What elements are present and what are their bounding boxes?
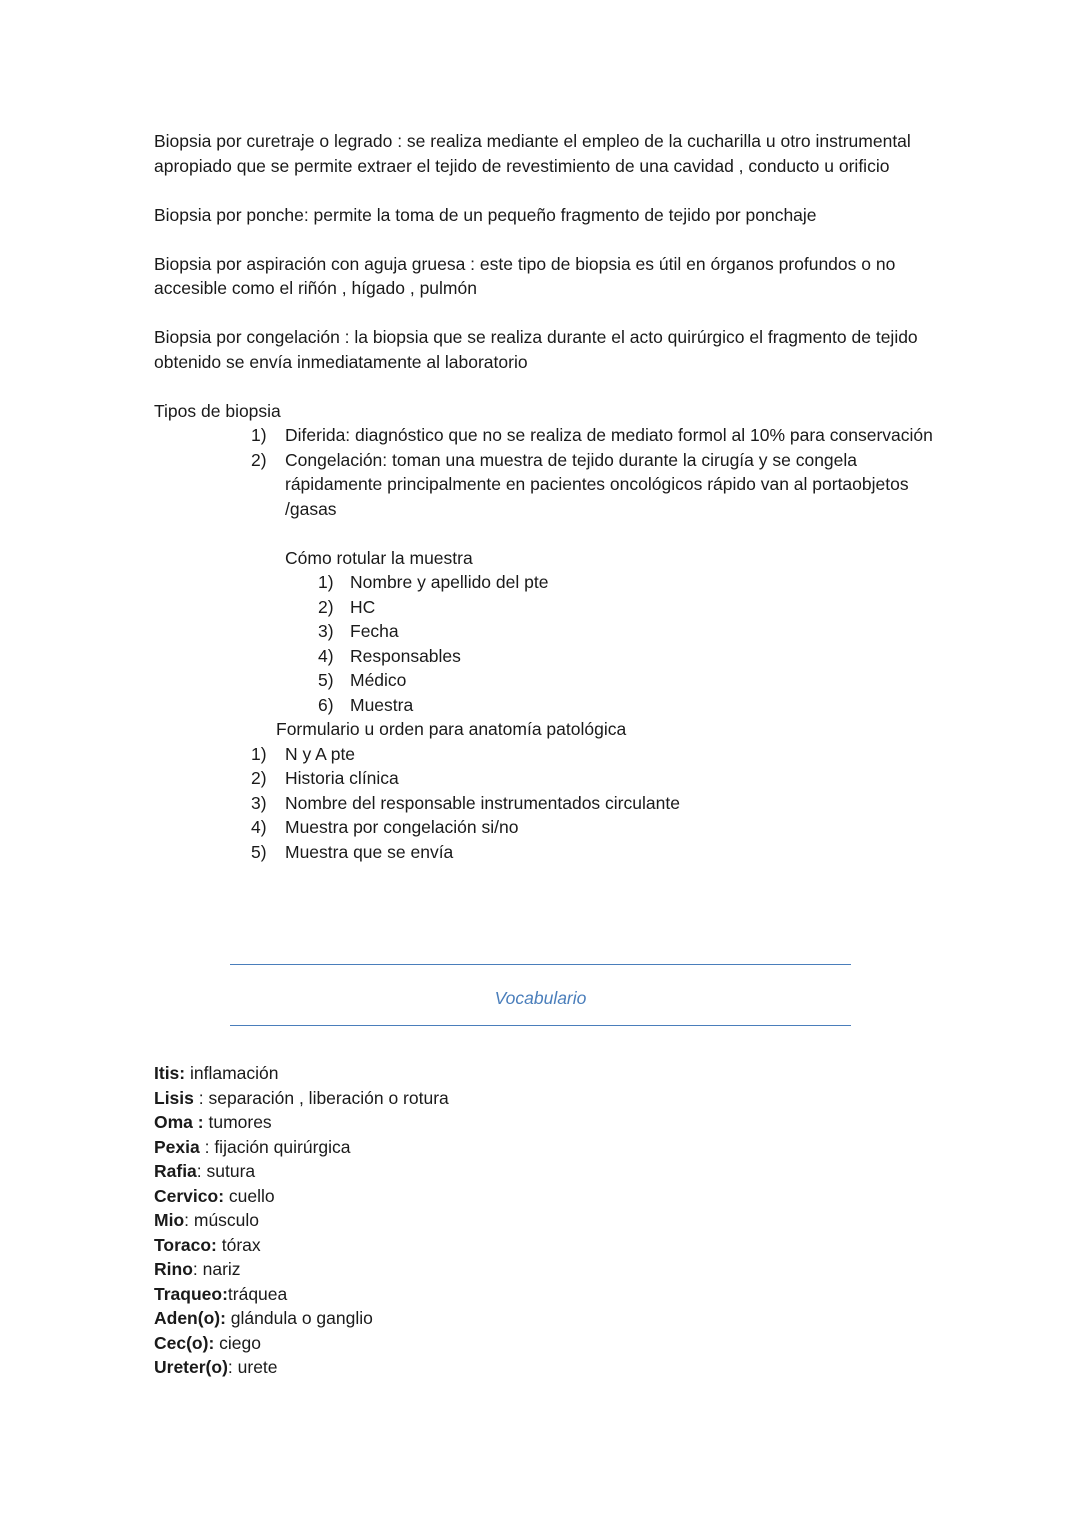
vocab-title: Vocabulario — [494, 988, 587, 1008]
paragraph-aspiracion: Biopsia por aspiración con aguja gruesa : este tipo de biopsia es útil en órganos profundos o no accesible como el riñón , hígado , pulmón — [154, 253, 896, 298]
vocab-entry: Itis: inflamación — [154, 1063, 279, 1083]
list-item: 1) Diferida: diagnóstico que no se realiza de mediato formol al 10% para conservación — [251, 425, 933, 445]
vocab-entry: Toraco: tórax — [154, 1234, 261, 1255]
notes-body — [154, 129, 934, 864]
list-item: 5) Muestra que se envía — [251, 841, 454, 862]
vocab-entry: Mio: músculo — [154, 1210, 260, 1230]
vocab-entry: Rafia: sutura — [154, 1161, 256, 1181]
list-item: 2) HC — [318, 596, 376, 617]
paragraph-congelacion: Biopsia por congelación : la biopsia que se realiza durante el acto quirúrgico el fragmento de tejido obtenido se envía inmediatamente al laboratorio — [154, 327, 918, 372]
list-item: 1) N y A pte — [251, 743, 356, 764]
list-item: 3) Nombre del responsable instrumentados circulante — [251, 792, 680, 813]
vocab-entry: Oma : tumores — [154, 1112, 272, 1132]
list-item: 6) Muestra — [318, 694, 414, 715]
list-item: 5) Médico — [318, 670, 407, 690]
tipos-list — [251, 423, 934, 521]
vocab-entry: Pexia : fijación quirúrgica — [154, 1136, 351, 1157]
formulario-heading: Formulario u orden para anatomía patológica — [276, 719, 627, 739]
list-item: 2) Congelación: toman una muestra de tejido durante la cirugía y se congela rápidamente principalmente en pacientes oncológicos rápido van al portaobjetos /gasas — [251, 449, 909, 519]
vocab-entry: Cec(o): ciego — [154, 1332, 261, 1353]
formulario-list — [251, 742, 934, 865]
vocab-entry: Cervico: cuello — [154, 1185, 275, 1206]
list-item: 1) Nombre y apellido del pte — [318, 572, 549, 592]
vocab-entry: Lisis : separación , liberación o rotura — [154, 1087, 449, 1108]
rotular-heading: Cómo rotular la muestra — [285, 547, 473, 568]
vocab-top-rule — [230, 964, 851, 965]
paragraph-ponche: Biopsia por ponche: permite la toma de un pequeño fragmento de tejido por ponchaje — [154, 204, 817, 225]
list-item: 4) Responsables — [318, 645, 461, 666]
vocab-list — [154, 1061, 854, 1380]
vocab-entry: Traqueo:tráquea — [154, 1283, 288, 1304]
vocab-bottom-rule — [230, 1025, 851, 1026]
vocab-entry: Rino: nariz — [154, 1259, 241, 1279]
paragraph-curetraje: Biopsia por curetraje o legrado : se realiza mediante el empleo de la cucharilla u otro instrumental apropiado que se permite extraer el tejido de revestimiento de una cavidad , conducto u orificio — [154, 131, 911, 176]
list-item: 2) Historia clínica — [251, 768, 399, 788]
list-item: 4) Muestra por congelación si/no — [251, 817, 519, 837]
vocab-entry: Ureter(o): urete — [154, 1357, 278, 1377]
vocab-entry: Aden(o): glándula o ganglio — [154, 1308, 373, 1328]
tipos-heading: Tipos de biopsia — [154, 400, 281, 421]
list-item: 3) Fecha — [318, 621, 399, 641]
rotular-list — [318, 570, 934, 717]
